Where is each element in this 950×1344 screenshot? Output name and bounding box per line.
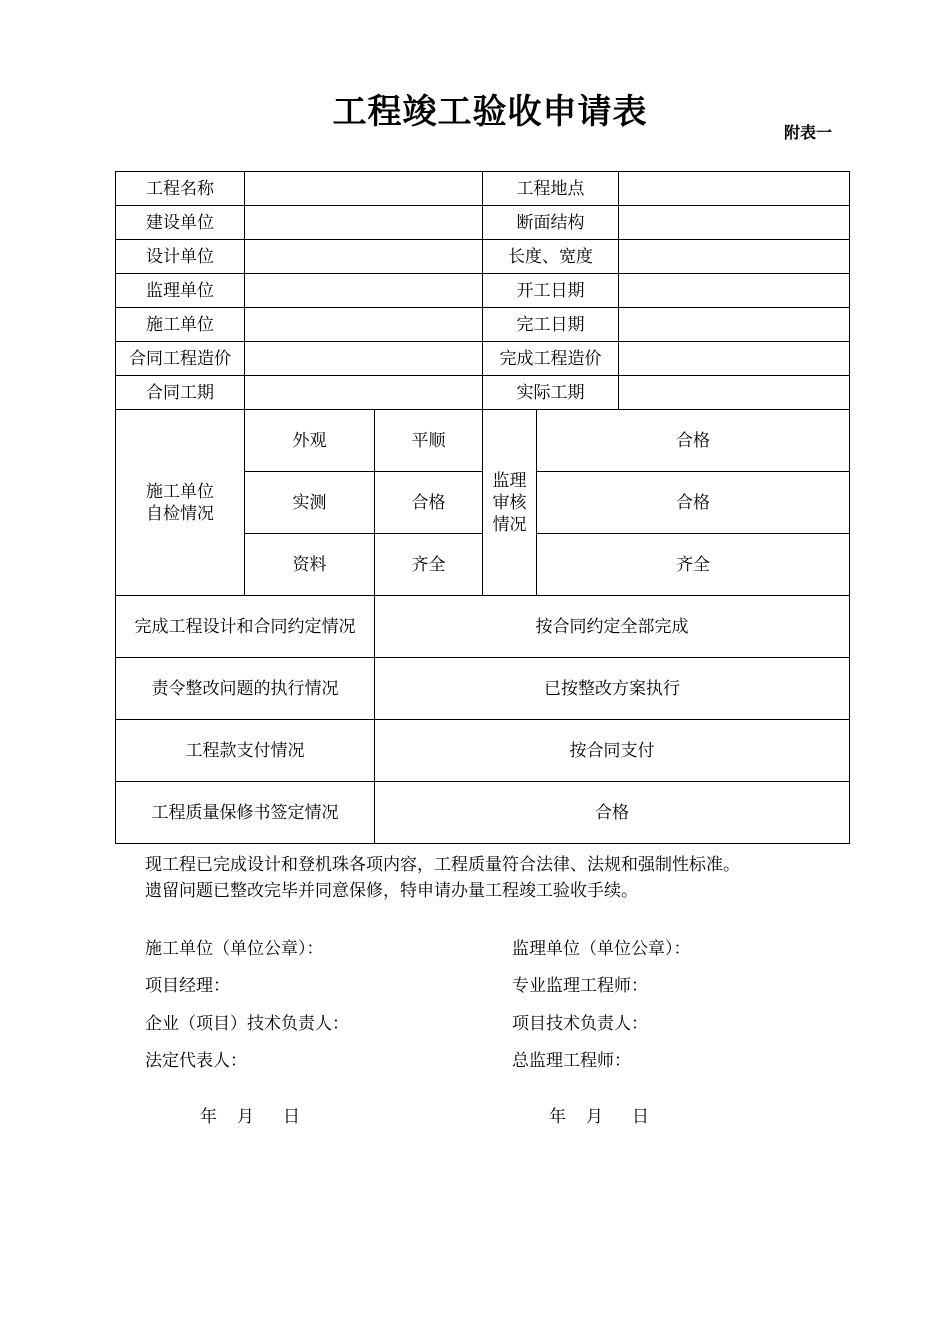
supervisor-label-line3: 情况 (492, 514, 527, 535)
sig-legal-representative: 法定代表人： (145, 1051, 247, 1071)
self-result-measurement: 合格 (375, 472, 483, 534)
table-row (116, 410, 850, 472)
date-right-month: 月 (586, 1107, 603, 1127)
page-title: 工程竣工验收申请表 (332, 92, 648, 132)
value-payment-status: 按合同支付 (375, 720, 850, 782)
statement-text (145, 852, 740, 904)
label-contractor-unit: 施工单位 (116, 308, 245, 342)
sig-supervision-engineer: 专业监理工程师： (512, 976, 648, 996)
value-warranty-status: 合格 (375, 782, 850, 844)
supervisor-label-line2: 审核 (492, 492, 527, 513)
date-right-day: 日 (632, 1107, 649, 1127)
field-section-structure[interactable] (619, 206, 850, 240)
label-construction-unit: 建设单位 (116, 206, 245, 240)
supervisor-result-appearance: 合格 (537, 410, 850, 472)
self-check-label (116, 410, 245, 596)
label-payment-status: 工程款支付情况 (116, 720, 375, 782)
label-design-unit: 设计单位 (116, 240, 245, 274)
label-warranty-status: 工程质量保修书签定情况 (116, 782, 375, 844)
date-right-year: 年 (549, 1107, 566, 1127)
check-item-appearance: 外观 (245, 410, 375, 472)
label-actual-period: 实际工期 (483, 376, 619, 410)
sig-contractor-seal: 施工单位（单位公章）： (145, 939, 324, 959)
self-check-label-line1: 施工单位 (146, 481, 214, 502)
supervisor-review-label (483, 410, 537, 596)
label-project-location: 工程地点 (483, 172, 619, 206)
field-completed-cost[interactable] (619, 342, 850, 376)
table-row (116, 206, 850, 240)
label-contract-period: 合同工期 (116, 376, 245, 410)
field-length-width[interactable] (619, 240, 850, 274)
statement-line-2: 遗留问题已整改完毕并同意保修，特申请办量工程竣工验收手续。 (145, 881, 638, 901)
table-row (116, 720, 850, 782)
label-completed-cost: 完成工程造价 (483, 342, 619, 376)
date-left-month: 月 (237, 1107, 254, 1127)
label-section-structure: 断面结构 (483, 206, 619, 240)
value-design-contract-status: 按合同约定全部完成 (375, 596, 850, 658)
table-row (116, 240, 850, 274)
field-project-name[interactable] (245, 172, 483, 206)
statement-line-1: 现工程已完成设计和登机珠各项内容，工程质量符合法律、法规和强制性标准。 (145, 855, 740, 875)
field-project-location[interactable] (619, 172, 850, 206)
acceptance-form-table (115, 171, 850, 844)
table-row (116, 596, 850, 658)
field-start-date[interactable] (619, 274, 850, 308)
check-item-documents: 资料 (245, 534, 375, 596)
table-row (116, 782, 850, 844)
value-rectification-status: 已按整改方案执行 (375, 658, 850, 720)
self-result-documents: 齐全 (375, 534, 483, 596)
table-row (116, 342, 850, 376)
table-row (116, 376, 850, 410)
table-row (116, 274, 850, 308)
field-actual-period[interactable] (619, 376, 850, 410)
check-item-measurement: 实测 (245, 472, 375, 534)
table-row (116, 172, 850, 206)
sig-chief-supervisor: 总监理工程师： (512, 1051, 631, 1071)
supervisor-result-measurement: 合格 (537, 472, 850, 534)
sig-supervision-seal: 监理单位（单位公章）： (512, 939, 691, 959)
label-rectification-status: 责令整改问题的执行情况 (116, 658, 375, 720)
sig-technical-lead: 企业（项目）技术负责人： (145, 1014, 349, 1034)
field-completion-date[interactable] (619, 308, 850, 342)
table-row (116, 308, 850, 342)
table-row (116, 658, 850, 720)
field-construction-unit[interactable] (245, 206, 483, 240)
field-design-unit[interactable] (245, 240, 483, 274)
attachment-label: 附表一 (784, 123, 833, 142)
label-start-date: 开工日期 (483, 274, 619, 308)
sig-project-technical-lead: 项目技术负责人： (512, 1014, 648, 1034)
label-length-width: 长度、宽度 (483, 240, 619, 274)
date-left-day: 日 (283, 1107, 300, 1127)
label-design-contract-status: 完成工程设计和合同约定情况 (116, 596, 375, 658)
sig-project-manager: 项目经理： (145, 976, 230, 996)
field-contractor-unit[interactable] (245, 308, 483, 342)
supervisor-result-documents: 齐全 (537, 534, 850, 596)
supervisor-label-line1: 监理 (492, 470, 527, 491)
date-left-year: 年 (200, 1107, 217, 1127)
label-completion-date: 完工日期 (483, 308, 619, 342)
label-contract-cost: 合同工程造价 (116, 342, 245, 376)
label-project-name: 工程名称 (116, 172, 245, 206)
field-contract-cost[interactable] (245, 342, 483, 376)
label-supervision-unit: 监理单位 (116, 274, 245, 308)
field-supervision-unit[interactable] (245, 274, 483, 308)
field-contract-period[interactable] (245, 376, 483, 410)
self-check-label-line2: 自检情况 (146, 503, 214, 524)
self-result-appearance: 平顺 (375, 410, 483, 472)
